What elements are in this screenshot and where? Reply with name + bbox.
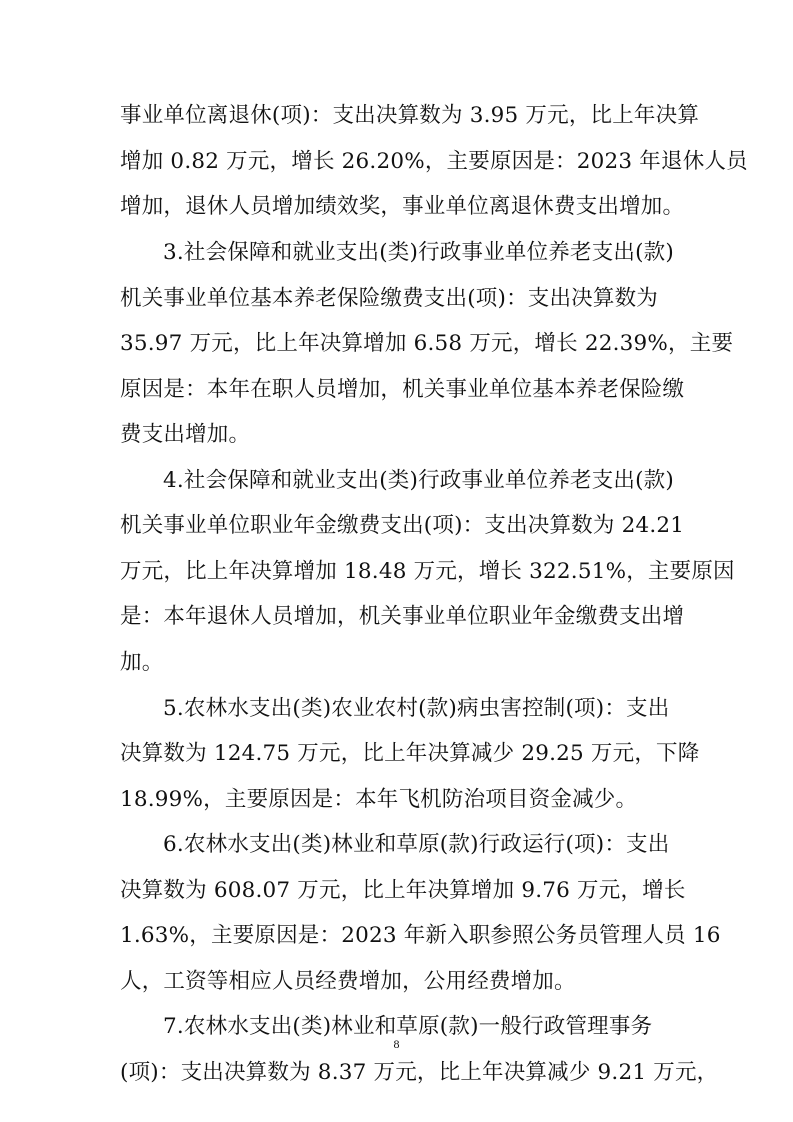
text-line: 增加，退休人员增加绩效奖，事业单位离退休费支出增加。 — [120, 194, 685, 219]
page-number: 8 — [393, 1037, 400, 1051]
paragraph-first-line: 5.农林水支出(类)农业农村(款)病虫害控制(项)：支出 — [163, 696, 670, 721]
text-line: 决算数为 608.07 万元，比上年决算增加 9.76 万元，增长 — [120, 878, 686, 903]
text-line: 机关事业单位基本养老保险缴费支出(项)：支出决算数为 — [120, 286, 658, 311]
text-line: (项)：支出决算数为 8.37 万元，比上年决算减少 9.21 万元， — [120, 1060, 719, 1085]
text-line: 是：本年退休人员增加，机关事业单位职业年金缴费支出增 — [120, 604, 685, 629]
text-line: 35.97 万元，比上年决算增加 6.58 万元，增长 22.39%，主要 — [120, 331, 734, 356]
paragraph-first-line: 7.农林水支出(类)林业和草原(款)一般行政管理事务 — [163, 1014, 653, 1039]
text-line: 人，工资等相应人员经费增加，公用经费增加。 — [120, 969, 576, 994]
text-line: 费支出增加。 — [120, 422, 251, 447]
text-line: 万元，比上年决算增加 18.48 万元，增长 322.51%，主要原因 — [120, 559, 735, 584]
text-line: 加。 — [120, 650, 164, 675]
text-line: 决算数为 124.75 万元，比上年决算减少 29.25 万元，下降 — [120, 741, 700, 766]
paragraph-first-line: 6.农林水支出(类)林业和草原(款)行政运行(项)：支出 — [163, 832, 670, 857]
text-line: 1.63%，主要原因是：2023 年新入职参照公务员管理人员 16 — [120, 923, 721, 948]
paragraph-first-line: 4.社会保障和就业支出(类)行政事业单位养老支出(款) — [163, 468, 674, 493]
text-line: 增加 0.82 万元，增长 26.20%，主要原因是：2023 年退休人员 — [120, 149, 748, 174]
text-line: 原因是：本年在职人员增加，机关事业单位基本养老保险缴 — [120, 377, 685, 402]
paragraph-first-line: 3.社会保障和就业支出(类)行政事业单位养老支出(款) — [163, 240, 674, 265]
text-line: 机关事业单位职业年金缴费支出(项)：支出决算数为 24.21 — [120, 513, 685, 538]
text-line: 18.99%，主要原因是：本年飞机防治项目资金减少。 — [120, 787, 638, 812]
text-line: 事业单位离退休(项)：支出决算数为 3.95 万元，比上年决算 — [120, 103, 700, 128]
